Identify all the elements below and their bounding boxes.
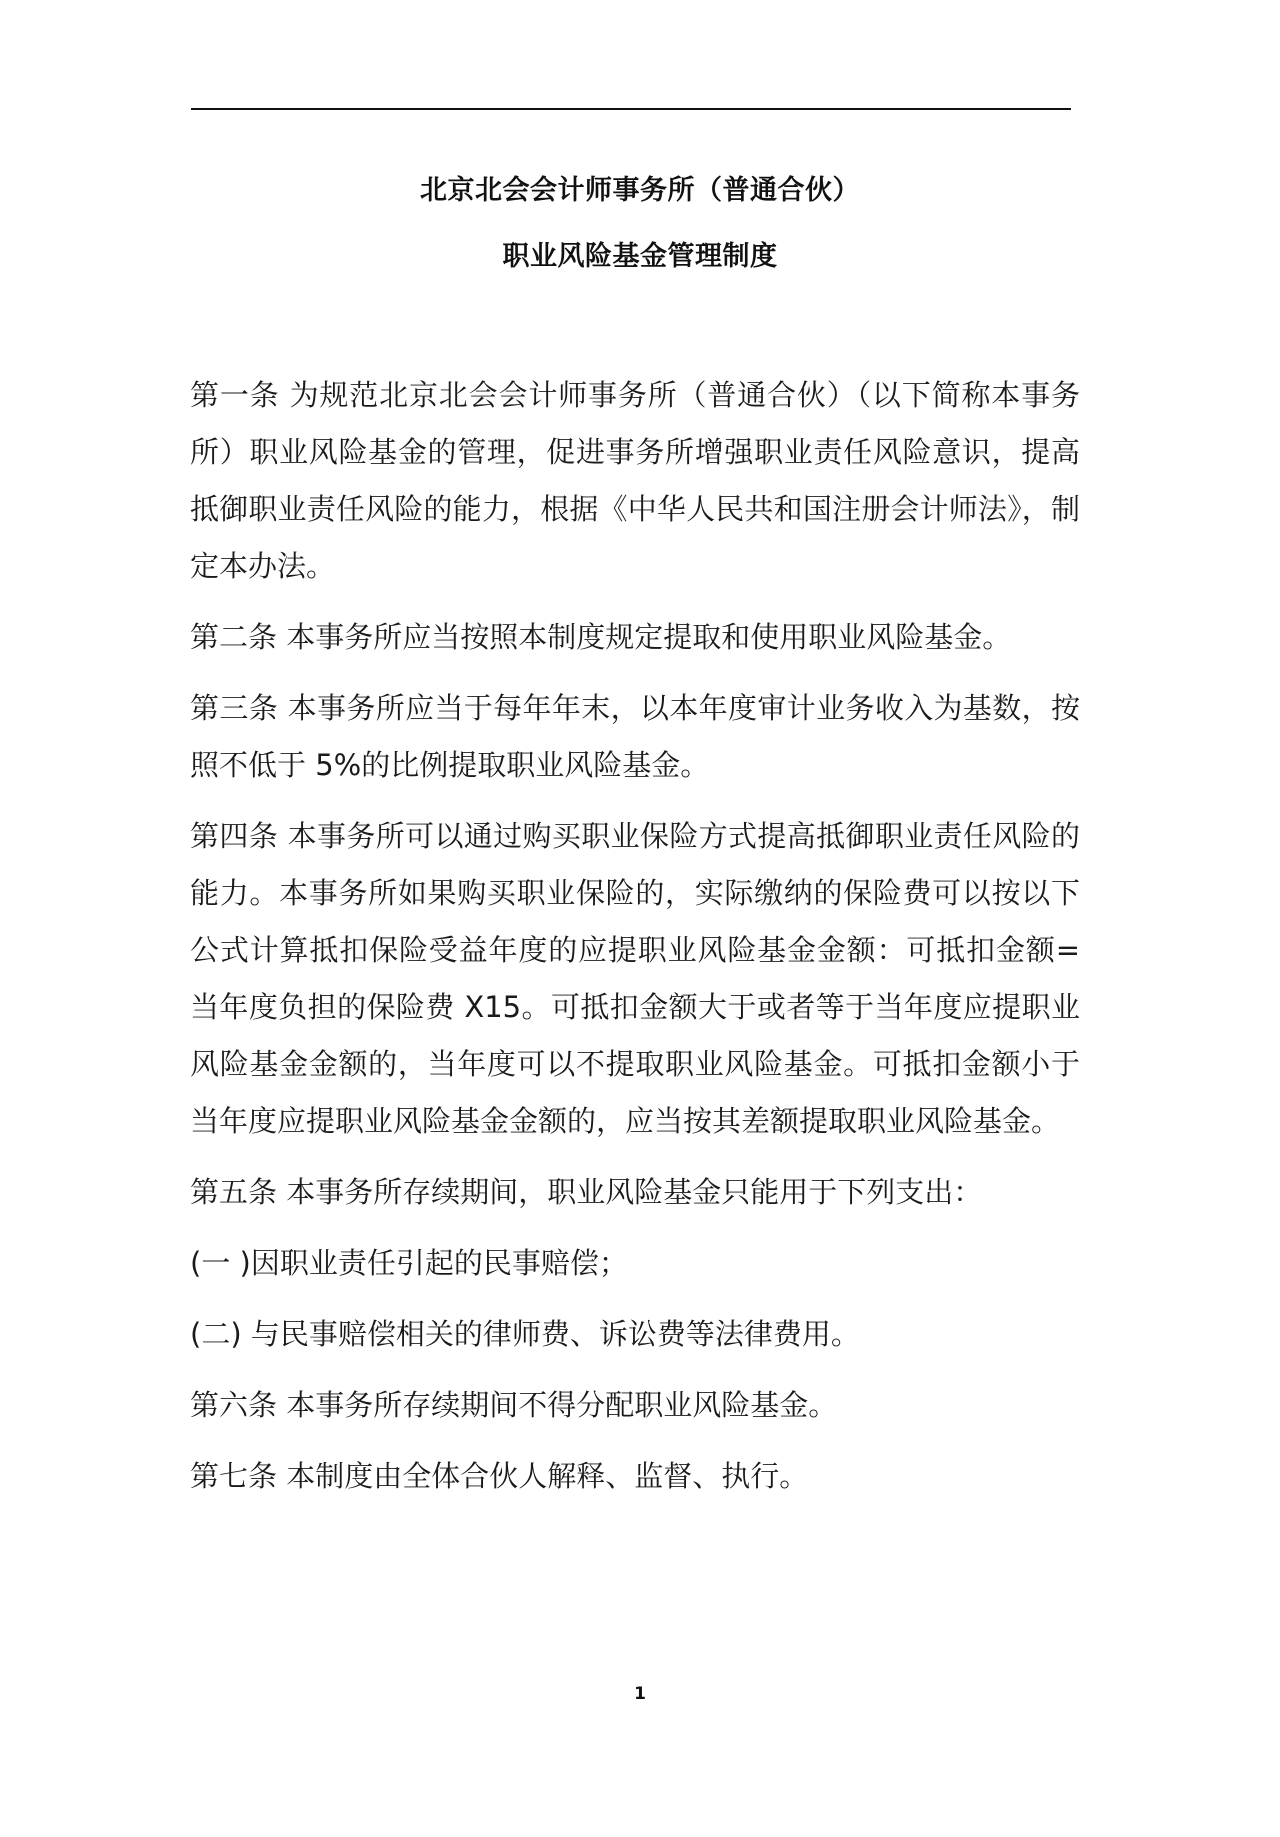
article-6: 第六条 本事务所存续期间不得分配职业风险基金。 bbox=[190, 1388, 838, 1422]
article-1: 第一条 为规范北京北会会计师事务所（普通合伙）（以下简称本事务所）职业风险基金的管理，促进事务所增强职业责任风险意识，提高抵御职业责任风险的能力，根据《中华人民共和国注册会计师法》，制定本办法。 bbox=[190, 378, 1080, 583]
article-3: 第三条 本事务所应当于每年年末，以本年度审计业务收入为基数，按照不低于 5%的比例提取职业风险基金。 bbox=[190, 691, 1080, 782]
document-title: 北京北会会计师事务所（普通合伙） bbox=[420, 175, 860, 206]
article-4: 第四条 本事务所可以通过购买职业保险方式提高抵御职业责任风险的能力。本事务所如果购买职业保险的，实际缴纳的保险费可以按以下公式计算抵扣保险受益年度的应提职业风险基金金额：可抵扣金额=当年度负担的保险费 X15。可抵扣金额大于或者等于当年度应提职业风险基金金额的，当年度可以不提取职业风险基金。可抵扣金额小于当年度应提职业风险基金金额的，应当按其差额提取职业风险基金。 bbox=[190, 819, 1080, 1138]
article-5-item-2: (二) 与民事赔偿相关的律师费、诉讼费等法律费用。 bbox=[190, 1317, 860, 1351]
article-7: 第七条 本制度由全体合伙人解释、监督、执行。 bbox=[190, 1459, 809, 1493]
article-5: 第五条 本事务所存续期间，职业风险基金只能用于下列支出： bbox=[190, 1175, 983, 1209]
page-number: 1 bbox=[634, 1684, 646, 1704]
article-5-item-1: (一 )因职业责任引起的民事赔偿； bbox=[190, 1246, 628, 1280]
document-body bbox=[190, 367, 1080, 1505]
document-subtitle: 职业风险基金管理制度 bbox=[502, 241, 778, 272]
header-rule bbox=[191, 108, 1071, 110]
article-2: 第二条 本事务所应当按照本制度规定提取和使用职业风险基金。 bbox=[190, 620, 1012, 654]
